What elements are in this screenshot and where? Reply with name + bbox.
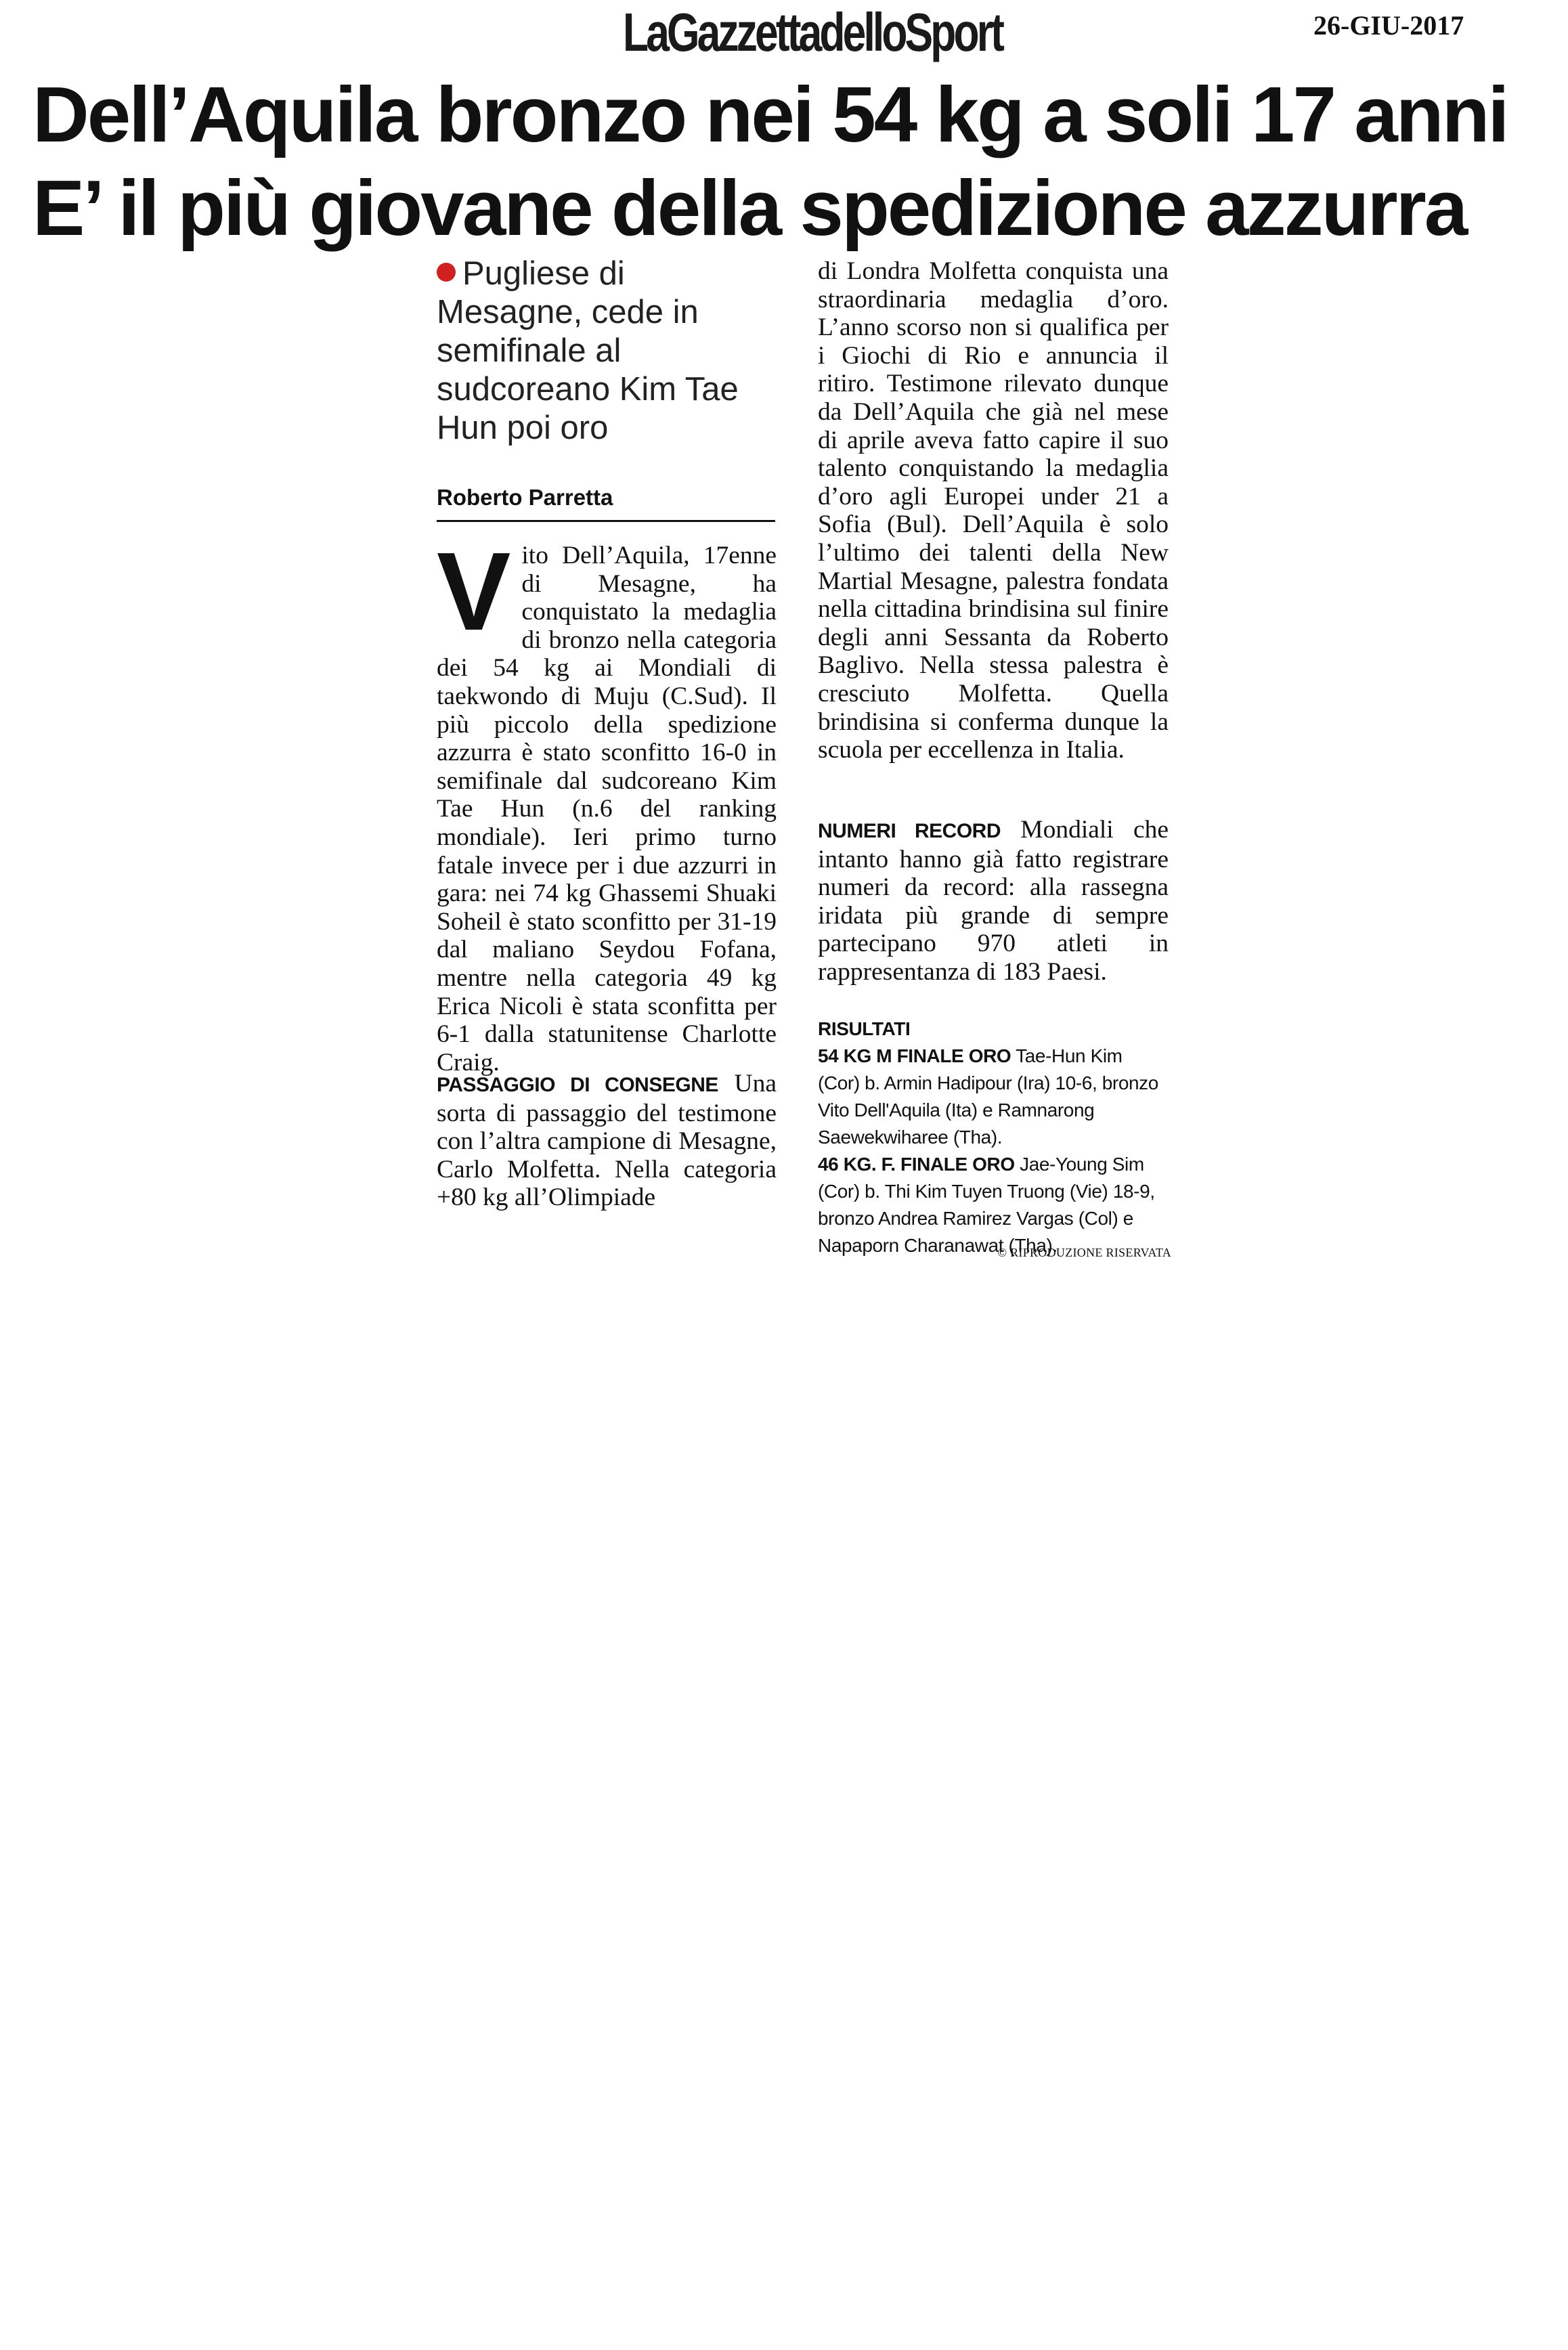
article-date: 26-GIU-2017 xyxy=(1313,10,1464,41)
paragraph-text: ito Dell’Aquila, 17enne di Mesagne, ha conquistato la medaglia di bronzo nella categoria dei 54 kg ai Mondiali di taekwondo di Muju (C.Sud). Il più piccolo della spedizione azzurra è stato sconfitto 16-0 in semifinale dal sudcoreano Kim Tae Hun (n.6 del ranking mondiale). Ieri primo turno fatale invece per i due azzurri in gara: nei 74 kg Ghassemi Shuaki Soheil è stato sconfitto per 31-19 dal maliano Seydou Fofana, mentre nella categoria 49 kg Erica Nicoli è stata sconfitta per 6-1 dalla statunitense Charlotte Craig. xyxy=(437,542,777,1076)
copyright-notice: © RIPRODUZIONE RISERVATA xyxy=(997,1246,1171,1259)
result-entry xyxy=(818,1043,1169,1151)
result-entry xyxy=(818,1151,1169,1259)
red-bullet-icon xyxy=(437,263,456,282)
result-lead-in: 46 KG. F. FINALE ORO xyxy=(818,1154,1015,1175)
newspaper-masthead: LaGazzettadelloSport xyxy=(623,2,1002,62)
paragraph-lead-in: PASSAGGIO DI CONSEGNE xyxy=(437,1074,718,1096)
article-paragraph xyxy=(437,1070,777,1212)
article-headline xyxy=(32,68,1549,255)
result-text: Tae-Hun Kim (Cor) b. Armin Hadipour (Ira) 10-6, bronzo Vito Dell'Aquila (Ita) e Ramnarong Saewekwiharee (Tha). xyxy=(818,1045,1158,1148)
results-box xyxy=(818,1016,1169,1259)
article-paragraph: di Londra Molfetta conquista una straordinaria medaglia d’oro. L’anno scorso non si qualifica per i Giochi di Rio e annuncia il ritiro. Testimone rilevato dunque da Dell’Aquila che già nel mese di aprile aveva fatto capire il suo talento conquistando la medaglia d’oro agli Europei under 21 a Sofia (Bul). Dell’Aquila è solo l’ultimo dei talenti della New Martial Mesagne, palestra fondata nella cittadina brindisina sul finire degli anni Sessanta da Roberto Baglivo. Nella stessa palestra è cresciuto Molfetta. Quella brindisina si conferma dunque la scuola per eccellenza in Italia. xyxy=(818,257,1169,764)
paragraph-text: Una sorta di passaggio del testimone con l’altra campione di Mesagne, Carlo Molfetta. Nella categoria +80 kg all’Olimpiade xyxy=(437,1070,777,1212)
headline-line-2: E’ il più giovane della spedizione azzurra xyxy=(32,164,1466,252)
summary-text: Pugliese di Mesagne, cede in semifinale al sudcoreano Kim Tae Hun poi oro xyxy=(437,255,739,446)
article-summary xyxy=(437,255,777,448)
headline-line-1: Dell’Aquila bronzo nei 54 kg a soli 17 anni xyxy=(32,70,1508,158)
byline-divider xyxy=(437,520,775,522)
results-heading: RISULTATI xyxy=(818,1018,911,1039)
result-text: Jae-Young Sim (Cor) b. Thi Kim Tuyen Truong (Vie) 18-9, bronzo Andrea Ramirez Vargas (Col) e Napaporn Charanawat (Tha). xyxy=(818,1154,1155,1256)
paragraph-text: Mondiali che intanto hanno già fatto registrare numeri da record: alla rassegna iridata più grande di sempre partecipano 970 atleti in rappresentanza di 183 Paesi. xyxy=(818,816,1169,986)
paragraph-lead-in: NUMERI RECORD xyxy=(818,820,1001,842)
article-paragraph xyxy=(818,816,1169,986)
article-byline: Roberto Parretta xyxy=(437,485,613,510)
article-paragraph xyxy=(437,529,777,1076)
drop-cap: V xyxy=(437,529,511,653)
result-lead-in: 54 KG M FINALE ORO xyxy=(818,1045,1011,1066)
